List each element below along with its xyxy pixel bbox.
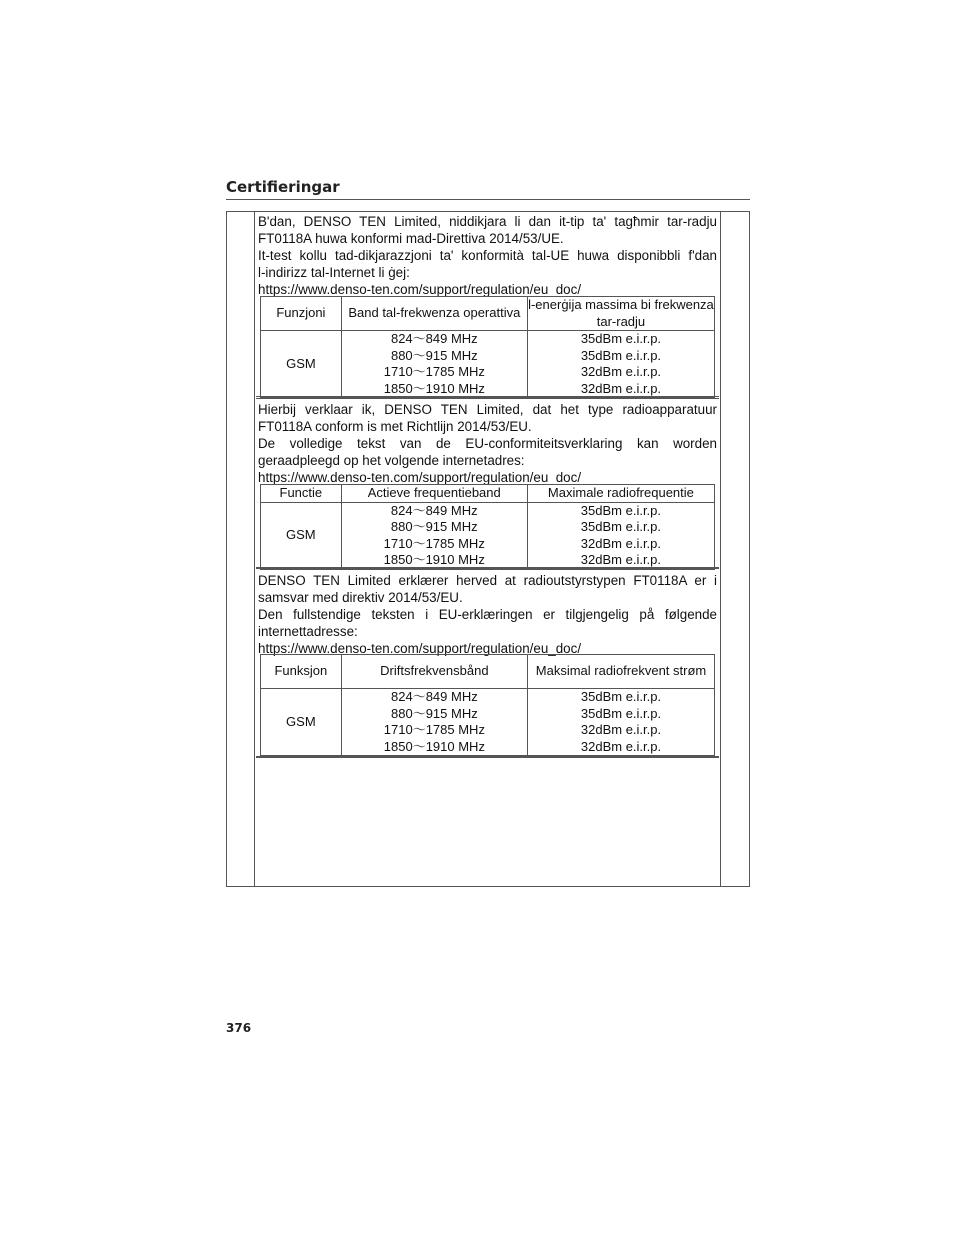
band-value: 880～915 MHz (390, 347, 478, 363)
header-power: l-enerġija massima bi frekwenza tar-radju (528, 297, 714, 329)
power-value: 35dBm e.i.r.p. (580, 705, 662, 721)
declaration-line: Den fullstendige teksten i EU-erklæringen er tilgjengelig på følgende (258, 607, 717, 622)
title-divider (226, 199, 750, 200)
cell-powers (527, 502, 714, 569)
declaration-line: FT0118A huwa konformi mad-Direttiva 2014/53/UE. (258, 231, 564, 246)
declaration-line: B'dan, DENSO TEN Limited, niddikjara li dan it-tip ta' tagħmir tar-radju (258, 214, 717, 229)
band-value: 824～849 MHz (390, 502, 478, 518)
cell-powers (528, 689, 715, 756)
header-power: Maksimal radiofrekvent strøm (528, 655, 715, 689)
table-row (261, 689, 715, 756)
cell-bands (341, 502, 527, 569)
spec-table-norwegian (260, 654, 715, 756)
header-band: Driftsfrekvensbånd (341, 655, 527, 689)
band-value: 1850～1910 MHz (383, 738, 485, 754)
declaration-url: https://www.denso-ten.com/support/regulation/eu_doc/ (258, 470, 582, 485)
band-value: 880～915 MHz (390, 519, 478, 534)
table-header-row (261, 655, 715, 689)
power-value: 35dBm e.i.r.p. (580, 331, 662, 346)
power-value: 35dBm e.i.r.p. (580, 689, 662, 704)
header-power: Maximale radiofrequentie (527, 485, 714, 503)
table-row (261, 331, 715, 398)
declaration-line: samsvar med direktiv 2014/53/EU. (258, 590, 463, 605)
spec-table-maltese (260, 296, 715, 398)
power-value: 32dBm e.i.r.p. (580, 738, 662, 754)
declaration-line: De volledige tekst van de EU-conformiteitsverklaring kan worden (258, 436, 717, 451)
cell-function: GSM (261, 502, 342, 569)
band-value: 1850～1910 MHz (383, 552, 485, 567)
declaration-line: geraadpleegd op het volgende internetadres: (258, 453, 525, 468)
declaration-line: It-test kollu tad-dikjarazzjoni ta' konformità tal-UE huwa disponibbli f'dan (258, 248, 717, 263)
page-number: 376 (226, 1021, 252, 1035)
band-value: 1710～1785 MHz (383, 722, 485, 737)
header-function: Functie (261, 485, 342, 503)
table-row (261, 502, 715, 569)
header-function: Funzjoni (261, 297, 342, 331)
power-value: 32dBm e.i.r.p. (580, 364, 662, 379)
power-value: 35dBm e.i.r.p. (580, 519, 662, 534)
declaration-line: DENSO TEN Limited erklærer herved at radioutstyrstypen FT0118A er i (258, 573, 717, 588)
table-header-row (261, 485, 715, 503)
band-value: 880～915 MHz (391, 705, 478, 721)
cell-function: GSM (261, 331, 342, 398)
power-value: 35dBm e.i.r.p. (580, 502, 662, 518)
block-divider (256, 756, 719, 757)
declaration-url: https://www.denso-ten.com/support/regulation/eu_doc/ (258, 641, 582, 656)
declaration-line: internettadresse: (258, 624, 358, 639)
cell-bands (341, 331, 527, 398)
band-value: 1850～1910 MHz (383, 380, 485, 396)
power-value: 32dBm e.i.r.p. (580, 722, 662, 737)
band-value: 1710～1785 MHz (383, 364, 485, 379)
section-title: Certifieringar (226, 178, 340, 196)
header-band: Band tal-frekwenza operattiva (341, 297, 527, 331)
declaration-line: Hierbij verklaar ik, DENSO TEN Limited, dat het type radioapparatuur (258, 402, 717, 417)
block-divider (256, 567, 719, 568)
band-value: 1710～1785 MHz (383, 535, 485, 551)
cell-powers (527, 331, 714, 398)
power-value: 32dBm e.i.r.p. (580, 380, 662, 396)
band-value: 824～849 MHz (390, 331, 478, 346)
spec-table-dutch (260, 484, 715, 570)
block-divider (256, 396, 719, 397)
power-value: 32dBm e.i.r.p. (580, 535, 662, 551)
table-header-row (261, 297, 715, 331)
header-band: Actieve frequentieband (341, 485, 527, 503)
cell-bands (341, 689, 527, 756)
power-value: 35dBm e.i.r.p. (580, 347, 662, 363)
declaration-line: l-indirizz tal-Internet li ġej: (258, 265, 410, 280)
power-value: 32dBm e.i.r.p. (580, 552, 662, 567)
header-function: Funksjon (261, 655, 342, 689)
band-value: 824～849 MHz (391, 689, 478, 704)
declaration-url: https://www.denso-ten.com/support/regulation/eu_doc/ (258, 282, 582, 297)
cell-function: GSM (261, 689, 342, 756)
declaration-line: FT0118A conform is met Richtlijn 2014/53/EU. (258, 419, 532, 434)
